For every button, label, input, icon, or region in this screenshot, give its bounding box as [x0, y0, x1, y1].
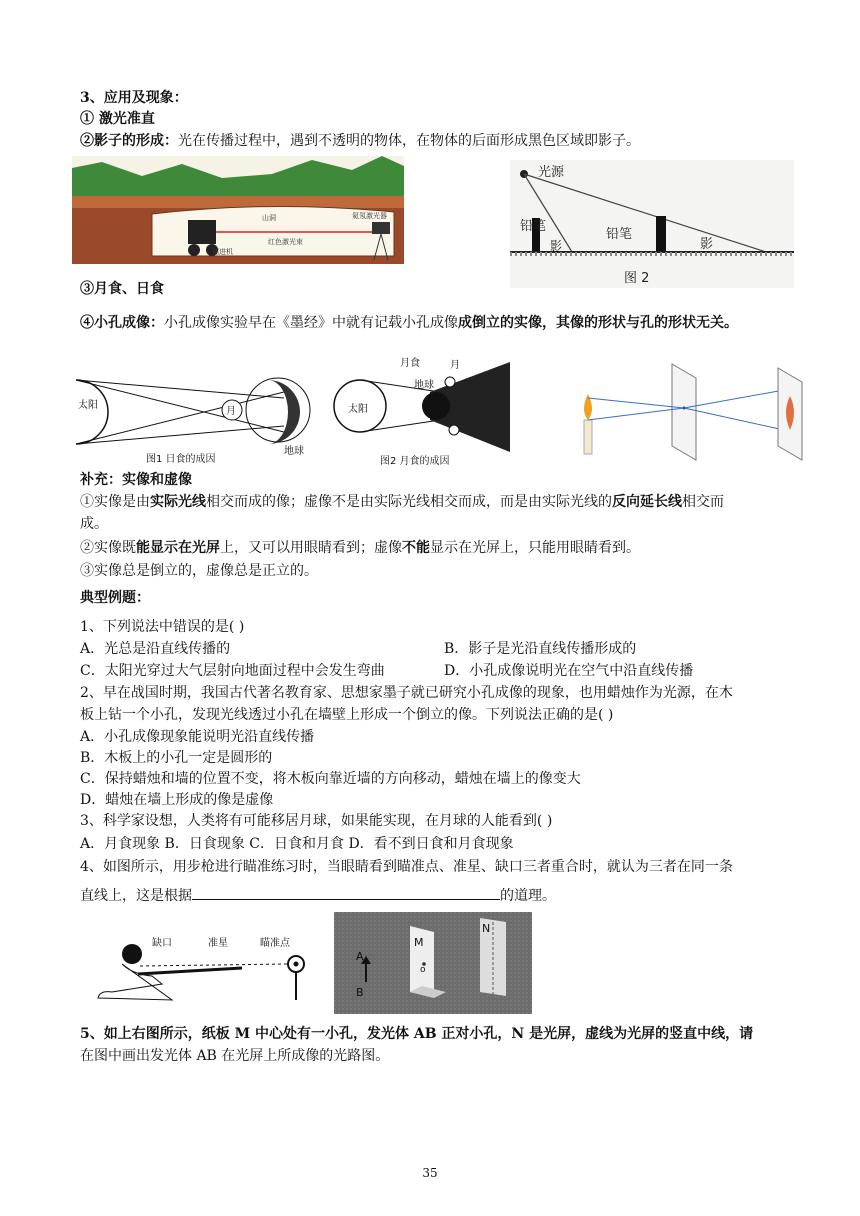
screen-n-label: N [482, 922, 491, 935]
point-a-label: A [356, 950, 364, 963]
earth-label: 地球 [284, 446, 304, 457]
hole-o-label: o [420, 965, 426, 975]
q5-stem-1-text: 5、如上右图所示，纸板 M 中心处有一小孔，发光体 AB 正对小孔，N 是光屏，虚线为光屏的竖直中线，请 [80, 1026, 754, 1042]
lunar-caption: 图2 月食的成因 [380, 456, 450, 467]
sight-label: 准星 [208, 938, 228, 949]
sun-label: 太阳 [78, 400, 98, 411]
pinhole-board-figure [334, 912, 532, 1014]
lunar-eclipse-figure [330, 354, 526, 468]
examples-heading: 典型例题： [80, 590, 150, 606]
item-shadow-text: 光在传播过程中，遇到不透明的物体，在物体的后面形成黑色区域即影子。 [178, 133, 640, 149]
p2-b: 能显示在光屏 [136, 540, 220, 556]
p2-c: 上，又可以用眼睛看到；虚像 [220, 540, 402, 556]
p2-a: ②实像既 [80, 540, 136, 556]
section-heading: 3、应用及现象： [80, 90, 188, 106]
q1-option-c: C．太阳光穿过大气层射向地面过程中会发生弯曲 [80, 663, 385, 679]
pencil2-label: 铅笔 [606, 227, 633, 242]
tunnel-label: 山洞 [262, 214, 276, 222]
machine-label: 掘进机 [212, 248, 233, 256]
q2-stem-2: 板上钻一个小孔，发现光线透过小孔在墙壁上形成一个倒立的像。下列说法正确的是( ) [80, 707, 614, 723]
rifle-aiming-figure [92, 928, 322, 1004]
q2-option-d: D．蜡烛在墙上形成的像是虚像 [80, 792, 274, 808]
q4-stem-1: 4、如图所示，用步枪进行瞄准练习时，当眼睛看到瞄准点、准星、缺口三者重合时，就认为三者在同一条 [80, 859, 733, 875]
q1-option-d: D．小孔成像说明光在空气中沿直线传播 [444, 663, 694, 679]
supplement-p1 [80, 492, 724, 512]
target-label: 瞄准点 [260, 938, 290, 949]
board-m-label: M [414, 936, 424, 949]
laser-label: 氦氖激光器 [352, 212, 387, 220]
p1-b: 实际光线 [150, 494, 206, 510]
q2-stem-1: 2、早在战国时期，我国古代著名教育家、思想家墨子就已研究小孔成像的现象，也用蜡烛作为光源，在木 [80, 685, 733, 701]
p2-e: 显示在光屏上，只能用眼睛看到。 [430, 540, 640, 556]
lunar-sun-label: 太阳 [348, 404, 368, 415]
lunar-eclipse-label: 月食 [400, 358, 420, 369]
moon-label: 月 [226, 406, 236, 417]
q2-option-a: A．小孔成像现象能说明光沿直线传播 [80, 729, 315, 745]
tunnel-laser-figure [72, 156, 404, 264]
q4-stem-2 [80, 885, 556, 906]
q5-stem-2: 在图中画出发光体 AB 在光屏上所成像的光路图。 [80, 1048, 390, 1064]
notch-label: 缺口 [152, 938, 172, 949]
q4-stem-2a: 直线上，这是根据 [80, 888, 192, 904]
solar-caption: 图1 日食的成因 [146, 454, 216, 465]
pinhole-figure [574, 360, 810, 464]
supplement-p2 [80, 538, 640, 558]
item-eclipse: ③月食、日食 [80, 281, 164, 297]
q1-option-b: B．影子是光沿直线传播形成的 [444, 641, 637, 657]
beam-label: 红色激光束 [268, 238, 303, 246]
item-shadow [80, 131, 640, 151]
supplement-heading: 补充：实像和虚像 [80, 472, 192, 488]
q1-option-a: A．光总是沿直线传播的 [80, 641, 231, 657]
item-pinhole-label: ④小孔成像： [80, 315, 164, 331]
p2-d: 不能 [402, 540, 430, 556]
figure2-caption: 图 2 [624, 271, 650, 286]
p1-d: 反向延长线 [612, 494, 682, 510]
item-pinhole [80, 313, 738, 333]
shadow2-label: 影 [700, 237, 714, 252]
lunar-earth-label: 地球 [414, 380, 434, 391]
p1-c: 相交而成的像；虚像不是由实际光线相交而成，而是由实际光线的 [206, 494, 612, 510]
point-b-label: B [356, 986, 364, 999]
shadow1-label: 影 [550, 239, 563, 253]
q1-stem: 1、下列说法中错误的是( ) [80, 619, 245, 635]
supplement-p1-cont: 成。 [80, 516, 108, 532]
item-shadow-label: ②影子的形成： [80, 133, 178, 149]
q5-stem-1 [80, 1024, 753, 1044]
solar-eclipse-figure [72, 362, 316, 466]
q2-option-b: B．木板上的小孔一定是圆形的 [80, 750, 273, 766]
supplement-p3: ③实像总是倒立的，虚像总是正立的。 [80, 563, 318, 579]
item-laser: ① 激光准直 [80, 111, 155, 127]
q3-stem: 3、科学家设想，人类将有可能移居月球，如果能实现，在月球的人能看到( ) [80, 813, 553, 829]
item-pinhole-bold: 成倒立的实像，其像的形状与孔的形状无关。 [458, 315, 738, 331]
shadow-figure [510, 160, 794, 288]
q4-stem-2b: 的道理。 [500, 888, 556, 904]
lunar-moon-label: 月 [450, 360, 460, 371]
p1-a: ①实像是由 [80, 494, 150, 510]
item-pinhole-text: 小孔成像实验早在《墨经》中就有记载小孔成像 [164, 315, 458, 331]
q4-answer-blank[interactable] [192, 885, 500, 900]
pencil1-label: 铅笔 [520, 219, 547, 234]
source-label: 光源 [538, 165, 565, 180]
q3-options: A．月食现象 B．日食现象 C．日食和月食 D．看不到日食和月食现象 [80, 836, 514, 852]
q2-option-c: C．保持蜡烛和墙的位置不变，将木板向靠近墙的方向移动，蜡烛在墙上的像变大 [80, 771, 581, 787]
p1-e: 相交而 [682, 494, 724, 510]
page-number: 35 [422, 1166, 438, 1180]
